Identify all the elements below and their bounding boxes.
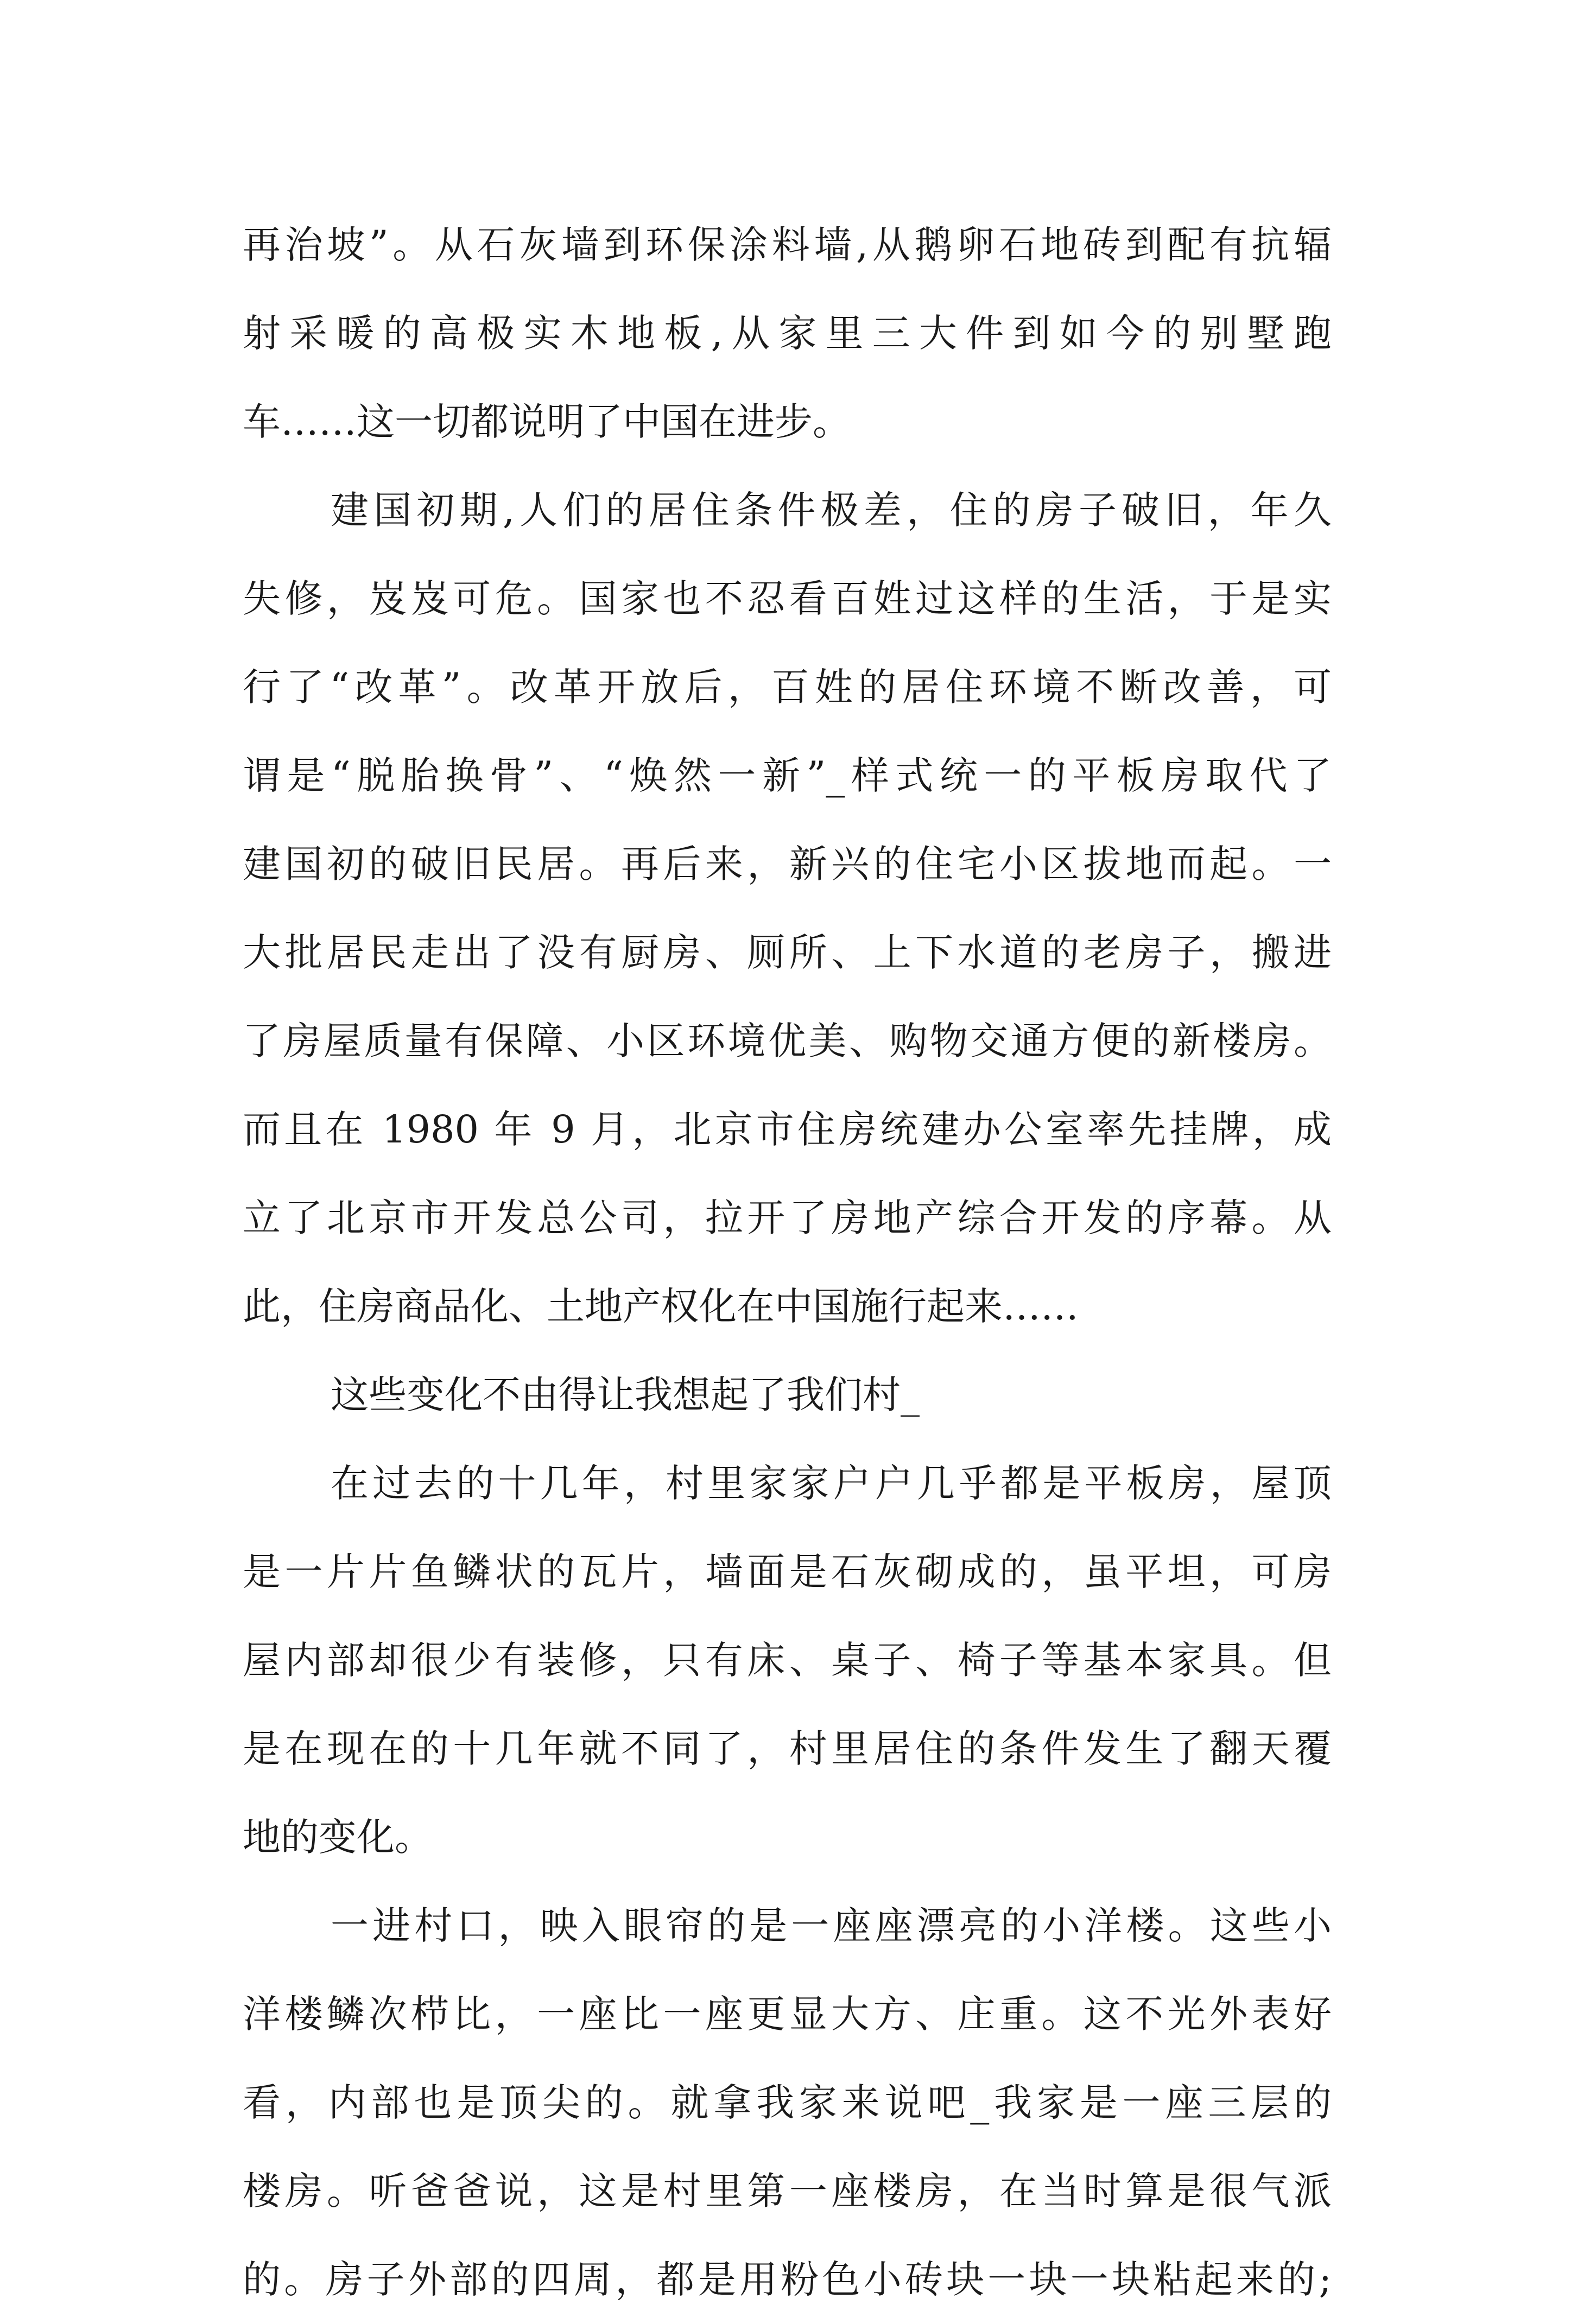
text-line: 失修，岌岌可危。国家也不忍看百姓过这样的生活，于是实 [243,576,1332,621]
text-line: 看，内部也是顶尖的。就拿我家来说吧_我家是一座三层的 [243,2080,1332,2125]
text-line: 是在现在的十几年就不同了，村里居住的条件发生了翻天覆 [243,1726,1332,1771]
text-line: 行了“改革”。改革开放后，百姓的居住环境不断改善，可 [243,665,1332,709]
text-line: 屋内部却很少有装修，只有床、桌子、椅子等基本家具。但 [243,1638,1332,1682]
text-line: 是一片片鱼鳞状的瓦片，墙面是石灰砌成的，虽平坦，可房 [243,1550,1332,1594]
text-line: 建国初期,人们的居住条件极差，住的房子破旧，年久 [331,488,1332,532]
text-line: 地的变化。 [243,1815,433,1859]
text-line: 再治坡”。从石灰墙到环保涂料墙,从鹅卵石地砖到配有抗辐 [243,223,1332,267]
text-line: 此，住房商品化、土地产权化在中国施行起来…… [243,1284,1079,1329]
text-line: 一进村口，映入眼帘的是一座座漂亮的小洋楼。这些小 [331,1903,1332,1948]
body-text [243,201,1332,2324]
text-line: 而且在 1980 年 9 月，北京市住房统建办公室率先挂牌，成 [243,1107,1332,1152]
text-line: 在过去的十几年，村里家家户户几乎都是平板房，屋顶 [331,1461,1332,1506]
text-line: 建国初的破旧民居。再后来，新兴的住宅小区拔地而起。一 [243,842,1332,886]
text-line: 大批居民走出了没有厨房、厕所、上下水道的老房子，搬进 [243,930,1332,975]
text-line: 这些变化不由得让我想起了我们村_ [331,1373,920,1417]
text-line: 谓是“脱胎换骨”、“焕然一新”_样式统一的平板房取代了 [243,753,1332,798]
text-line: 洋楼鳞次栉比，一座比一座更显大方、庄重。这不光外表好 [243,1992,1332,2036]
text-line: 车……这一切都说明了中国在进步。 [243,399,851,444]
text-line: 的。房子外部的四周，都是用粉色小砖块一块一块粘起来的; [243,2257,1332,2302]
text-line: 射采暖的高极实木地板,从家里三大件到如今的别墅跑 [243,311,1332,355]
text-line: 楼房。听爸爸说，这是村里第一座楼房，在当时算是很气派 [243,2169,1332,2213]
text-line: 立了北京市开发总公司，拉开了房地产综合开发的序幕。从 [243,1196,1332,1240]
text-line: 了房屋质量有保障、小区环境优美、购物交通方便的新楼房。 [243,1019,1332,1063]
